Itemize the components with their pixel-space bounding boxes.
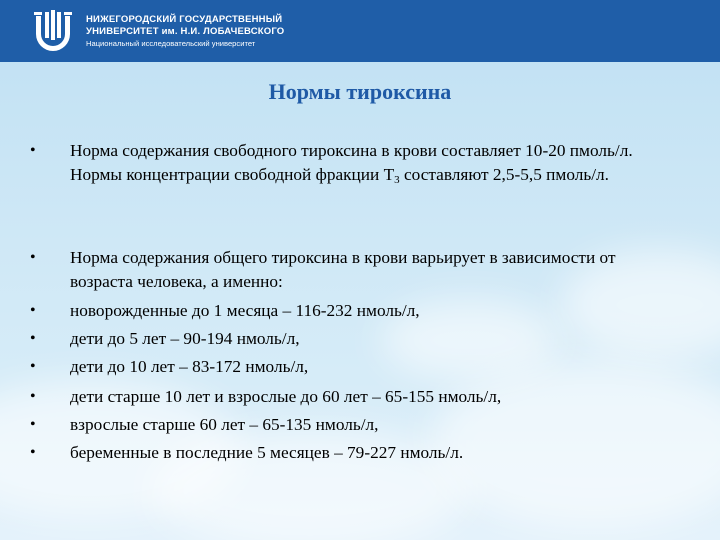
free-thyroxine-text-main: Норма содержания свободного тироксина в крови составляет 10-20 пмоль/л. Нормы концентрации свободной фракции Т: [70, 141, 633, 184]
bullet-marker: •: [30, 444, 36, 461]
university-subtitle: Национальный исследовательский университет: [86, 39, 256, 48]
university-name-line2: УНИВЕРСИТЕТ им. Н.И. ЛОБАЧЕВСКОГО: [86, 26, 285, 37]
university-logo-icon: [30, 8, 76, 54]
university-name-line1: НИЖЕГОРОДСКИЙ ГОСУДАРСТВЕННЫЙ: [86, 14, 283, 25]
free-thyroxine-text-tail: составляют 2,5-5,5 пмоль/л.: [399, 165, 610, 184]
age-norm-text: дети до 5 лет – 90-194 нмоль/л,: [70, 329, 300, 348]
age-norm-text: беременные в последние 5 месяцев – 79-227 нмоль/л.: [70, 443, 464, 462]
age-norm-text: дети старше 10 лет и взрослые до 60 лет – 65-155 нмоль/л,: [70, 387, 502, 406]
bullet-marker: •: [30, 358, 36, 375]
bullet-marker: •: [30, 249, 36, 266]
bullet-marker: •: [30, 330, 36, 347]
bullet-marker: •: [30, 142, 36, 159]
age-norm-text: взрослые старше 60 лет – 65-135 нмоль/л,: [70, 415, 379, 434]
slide-title: [0, 79, 720, 105]
age-norm-text: дети до 10 лет – 83-172 нмоль/л,: [70, 357, 309, 376]
bullet-marker: •: [30, 388, 36, 405]
university-name: [86, 14, 284, 49]
subscript-three: 3: [394, 174, 400, 186]
bullet-marker: •: [30, 302, 36, 319]
header-bar: [0, 0, 720, 62]
total-thyroxine-intro: Норма содержания общего тироксина в крови варьирует в зависимости от возраста человека, а именно:: [70, 248, 616, 291]
bullet-marker: •: [30, 416, 36, 433]
free-thyroxine-text: [70, 139, 680, 187]
slide-title-text: Нормы тироксина: [268, 79, 452, 104]
age-norm-text: новорожденные до 1 месяца – 116-232 нмоль/л,: [70, 301, 420, 320]
